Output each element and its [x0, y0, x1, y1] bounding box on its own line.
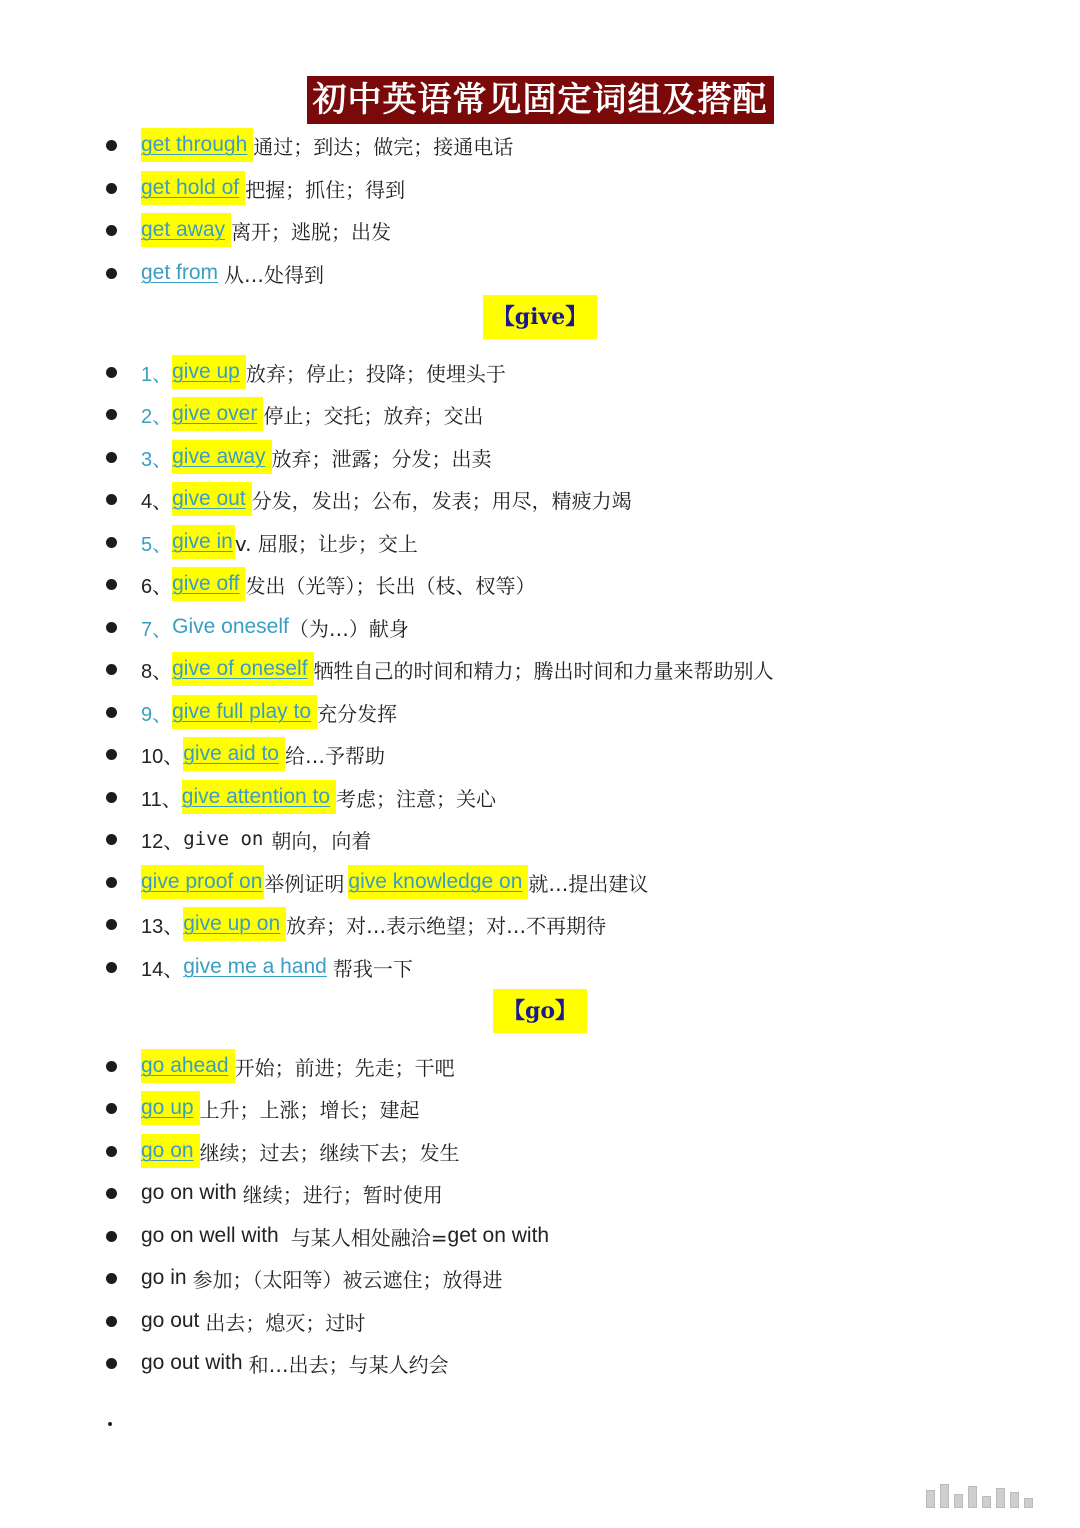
- bullet-icon: [106, 792, 117, 803]
- item-number: 14、: [141, 958, 184, 981]
- item-number: 8、: [141, 660, 173, 683]
- meaning: 从…处得到: [224, 262, 325, 287]
- list-item: [102, 1304, 365, 1338]
- list-item: [102, 397, 483, 431]
- watermark-icon: [926, 1482, 1056, 1508]
- phrase: give away: [172, 440, 271, 474]
- bullet-icon: [106, 1061, 117, 1072]
- item-number: 13、: [141, 915, 184, 938]
- section-header-go: [0, 989, 1080, 1033]
- phrase: give aid to: [183, 737, 285, 771]
- meaning: 分发，发出；公布，发表；用尽，精疲力竭: [251, 488, 632, 513]
- meaning: 和…出去；与某人约会: [248, 1352, 449, 1377]
- item-number: 11、: [141, 788, 182, 811]
- meaning: 与某人相处融洽=: [290, 1225, 448, 1250]
- meaning: 离开；逃脱；出发: [231, 219, 392, 244]
- bullet-icon: [106, 834, 117, 845]
- meaning: 继续；进行；暂时使用: [242, 1182, 443, 1207]
- bullet-icon: [106, 622, 117, 633]
- bullet-icon: [106, 1316, 117, 1327]
- item-number: 2、: [141, 405, 173, 428]
- item-number: 3、: [141, 448, 173, 471]
- meaning: 给…予帮助: [284, 743, 385, 768]
- list-item: [102, 1219, 549, 1253]
- phrase: give proof on: [141, 865, 264, 899]
- phrase: go up: [141, 1091, 200, 1125]
- phrase-equivalent: get on with: [447, 1224, 550, 1247]
- bullet-icon: [106, 140, 117, 151]
- section-label: 【give】: [483, 295, 598, 339]
- list-item: [102, 822, 371, 856]
- list-item: [102, 482, 632, 516]
- list-item: [102, 525, 418, 559]
- meaning: 开始；前进；先走；干吧: [234, 1055, 455, 1080]
- phrase: give of oneself: [172, 652, 313, 686]
- list-item: [102, 865, 648, 899]
- phrase: give attention to: [182, 780, 336, 814]
- meaning: 上升；上涨；增长；建起: [199, 1097, 420, 1122]
- phrase: give full play to: [172, 695, 317, 729]
- phrase: get away: [141, 213, 231, 247]
- bullet-icon: [106, 1146, 117, 1157]
- phrase: give on: [183, 828, 264, 850]
- list-item: [102, 695, 397, 729]
- bullet-icon: [106, 225, 117, 236]
- meaning: 放弃；泄露；分发；出卖: [271, 446, 492, 471]
- meaning: 把握；抓住；得到: [245, 177, 406, 202]
- bullet-icon: [106, 537, 117, 548]
- bullet-icon: [106, 919, 117, 930]
- phrase: go on well with: [141, 1224, 279, 1247]
- phrase: give over: [172, 397, 263, 431]
- list-item: [102, 355, 506, 389]
- bullet-icon: [106, 494, 117, 505]
- bullet-icon: [106, 877, 117, 888]
- list-item: [102, 1091, 420, 1125]
- list-item: [102, 950, 413, 984]
- list-item: [102, 737, 385, 771]
- bullet-icon: [106, 1188, 117, 1199]
- list-item: [102, 1134, 460, 1168]
- list-item: [102, 1049, 455, 1083]
- bullet-icon: [106, 664, 117, 675]
- item-number: 6、: [141, 575, 173, 598]
- bullet-icon: [106, 409, 117, 420]
- phrase: go out with: [141, 1351, 243, 1374]
- list-item: [102, 780, 496, 814]
- phrase: go in: [141, 1266, 187, 1289]
- meaning: 通过；到达；做完；接通电话: [253, 134, 514, 159]
- meaning: 参加；（太阳等）被云遮住；放得进: [192, 1267, 503, 1292]
- list-item: [102, 1261, 503, 1295]
- item-number: 9、: [141, 703, 173, 726]
- phrase: Give oneself: [172, 615, 289, 638]
- list-item: [102, 213, 391, 247]
- stray-dot: [108, 1422, 112, 1426]
- bullet-icon: [106, 749, 117, 760]
- list-item: [102, 610, 409, 644]
- section-label: 【go】: [493, 989, 587, 1033]
- phrase: go on: [141, 1134, 200, 1168]
- phrase: get from: [141, 261, 219, 284]
- meaning: 停止；交托；放弃；交出: [263, 403, 484, 428]
- bullet-icon: [106, 268, 117, 279]
- list-item: [102, 1346, 449, 1380]
- list-item: [102, 171, 405, 205]
- meaning: 帮我一下: [332, 956, 413, 981]
- bullet-icon: [106, 183, 117, 194]
- phrase: give knowledge on: [348, 865, 528, 899]
- list-item: [102, 440, 492, 474]
- phrase: give in: [172, 525, 235, 559]
- phrase: get through: [141, 128, 253, 162]
- list-item: [102, 567, 535, 601]
- meaning: 举例证明: [264, 871, 345, 896]
- phrase: give up on: [183, 907, 286, 941]
- meaning: 出去；熄灭；过时: [205, 1310, 366, 1335]
- list-item: [102, 256, 324, 290]
- list-item: [102, 907, 606, 941]
- item-number: 5、: [141, 533, 173, 556]
- meaning: 考虑；注意；关心: [336, 786, 497, 811]
- meaning: 朝向，向着: [271, 828, 372, 853]
- meaning: 充分发挥: [317, 701, 398, 726]
- list-item: [102, 652, 774, 686]
- section-header-give: [0, 295, 1080, 339]
- list-item: [102, 128, 513, 162]
- meaning: v. 屈服；让步；交上: [234, 531, 418, 556]
- list-item: [102, 1176, 443, 1210]
- bullet-icon: [106, 1103, 117, 1114]
- item-number: 1、: [141, 363, 173, 386]
- bullet-icon: [106, 579, 117, 590]
- meaning: （为…）献身: [288, 616, 409, 641]
- meaning: 放弃；停止；投降；使埋头于: [245, 361, 506, 386]
- phrase: give up: [172, 355, 246, 389]
- meaning: 就…提出建议: [528, 871, 649, 896]
- phrase: give out: [172, 482, 252, 516]
- meaning: 放弃；对…表示绝望；对…不再期待: [286, 913, 607, 938]
- title-container: [0, 76, 1080, 124]
- meaning: 牺牲自己的时间和精力；腾出时间和力量来帮助别人: [313, 658, 774, 683]
- phrase: go ahead: [141, 1049, 235, 1083]
- bullet-icon: [106, 452, 117, 463]
- phrase: give off: [172, 567, 245, 601]
- bullet-icon: [106, 1273, 117, 1284]
- meaning: 继续；过去；继续下去；发生: [199, 1140, 460, 1165]
- bullet-icon: [106, 707, 117, 718]
- bullet-icon: [106, 962, 117, 973]
- meaning: 发出（光等）；长出（枝、杈等）: [245, 573, 536, 598]
- phrase: get hold of: [141, 171, 245, 205]
- phrase: go out: [141, 1309, 200, 1332]
- bullet-icon: [106, 1231, 117, 1242]
- item-number: 4、: [141, 490, 173, 513]
- item-number: 7、: [141, 618, 173, 641]
- phrase: give me a hand: [183, 955, 327, 978]
- bullet-icon: [106, 367, 117, 378]
- page-title: 初中英语常见固定词组及搭配: [307, 76, 774, 124]
- item-number: 12、: [141, 830, 184, 853]
- phrase: go on with: [141, 1181, 237, 1204]
- bullet-icon: [106, 1358, 117, 1369]
- item-number: 10、: [141, 745, 184, 768]
